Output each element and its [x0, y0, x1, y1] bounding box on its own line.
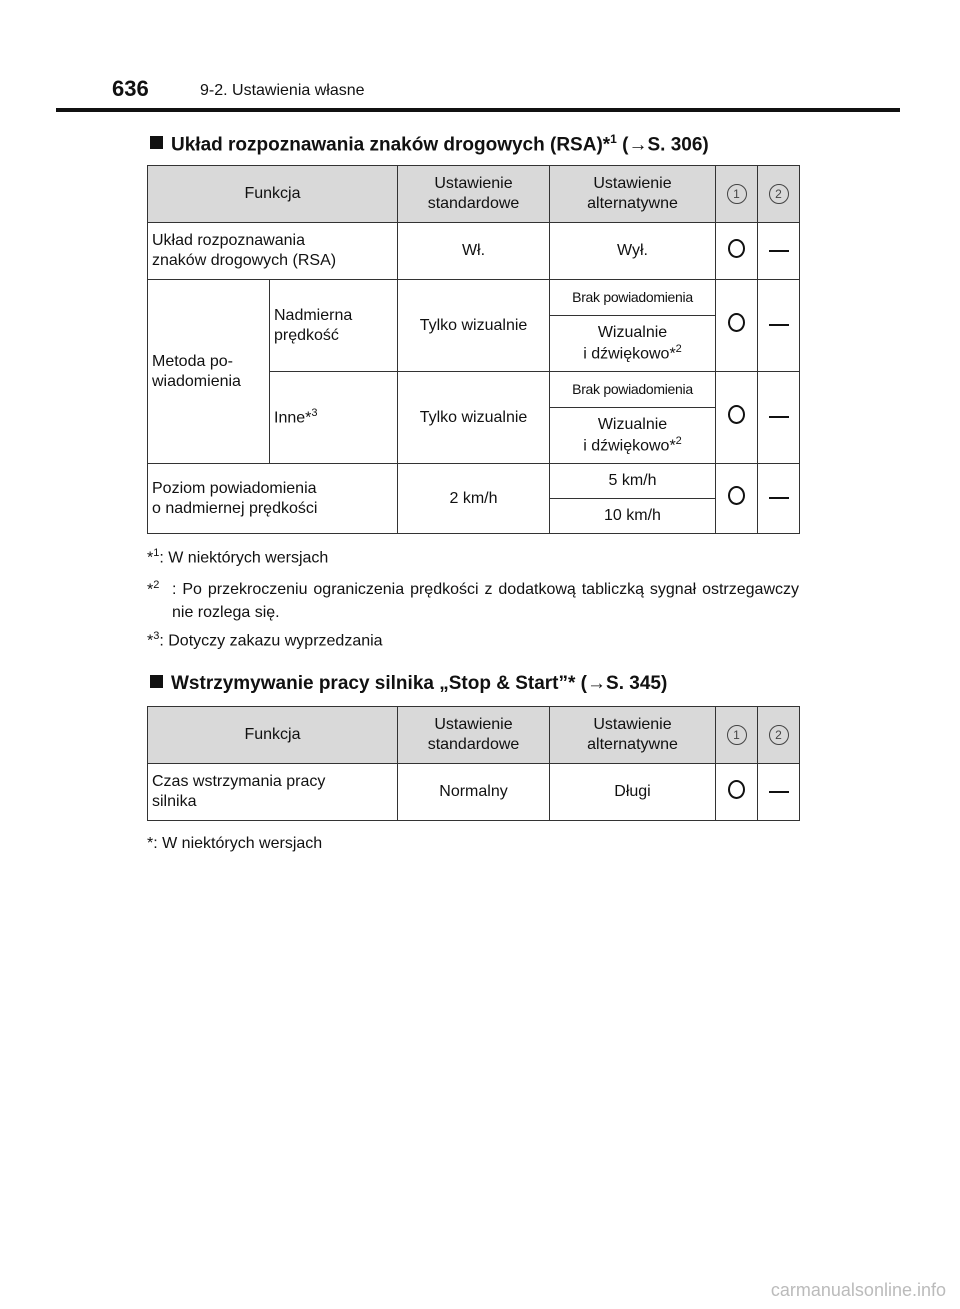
mark-dash-icon — [758, 372, 800, 464]
mark-circle-icon — [716, 764, 758, 821]
mark-circle-icon — [716, 280, 758, 372]
table-row — [148, 223, 800, 280]
circled-1-icon: 1 — [727, 725, 747, 745]
stop-alt: Długi — [550, 764, 716, 821]
rsa-alt: Wył. — [550, 223, 716, 280]
mark-circle-icon — [716, 464, 758, 534]
page-header — [0, 0, 960, 112]
level-alt-10: 10 km/h — [550, 499, 716, 534]
circled-1-icon: 1 — [727, 184, 747, 204]
header-default: Ustawienie standardowe — [398, 166, 550, 223]
header-function: Funkcja — [148, 166, 398, 223]
mark-dash-icon — [758, 464, 800, 534]
settings-table-rsa — [147, 165, 800, 534]
header-divider — [56, 108, 900, 112]
page-reference-link[interactable]: S. 306) — [647, 134, 709, 156]
row-label-level: Poziom powiadomienia o nadmiernej prędkości — [148, 464, 398, 534]
table-row — [148, 764, 800, 821]
footnote-3: *$^3$: Dotyczy zakazu wyprzedzania — [147, 630, 383, 650]
speed-alt-visual-audio: Wizualnie i dźwiękowo*$^2$ — [550, 316, 716, 372]
row-label-other: Inne*$^3$ — [270, 372, 398, 464]
header-col-2 — [758, 166, 800, 223]
table-row — [148, 280, 800, 316]
other-default: Tylko wizualnie — [398, 372, 550, 464]
row-label-speed: Nadmierna prędkość — [270, 280, 398, 372]
mark-dash-icon — [758, 223, 800, 280]
arrow-right-icon: → — [628, 134, 648, 156]
footnote-stop-start: *: W niektórych wersjach — [147, 835, 323, 852]
arrow-right-icon: → — [587, 673, 607, 694]
settings-table-stop-start — [147, 706, 800, 821]
footnote-2: *$^2$ : Po przekroczeniu ograniczenia prędkości z dodatkową tabliczką sygnał ostrzegawczy nie rozlega się. — [147, 579, 799, 622]
watermark-site: carmanualsonline.info — [770, 1280, 946, 1300]
square-bullet-icon — [150, 136, 163, 149]
section-title-stop-start: Wstrzymywanie pracy silnika „Stop & Start”* (→S. 345) — [150, 673, 667, 695]
row-label-stop: Czas wstrzymania pracy silnika — [148, 764, 398, 821]
mark-circle-icon — [716, 223, 758, 280]
header-col-1 — [716, 166, 758, 223]
circled-2-icon: 2 — [769, 725, 789, 745]
header-alternative: Ustawienie alternatywne — [550, 707, 716, 764]
rsa-default: Wł. — [398, 223, 550, 280]
table-header-row — [148, 166, 800, 223]
mark-dash-icon — [758, 280, 800, 372]
section-title-rsa: Układ rozpoznawania znaków drogowych (RSA)*$^1$ (→S. 306) — [150, 132, 709, 156]
other-alt-visual-audio: Wizualnie i dźwiękowo*$^2$ — [550, 408, 716, 464]
speed-default: Tylko wizualnie — [398, 280, 550, 372]
header-function: Funkcja — [148, 707, 398, 764]
header-col-1 — [716, 707, 758, 764]
table-header-row — [148, 707, 800, 764]
row-label-rsa: Układ rozpoznawania znaków drogowych (RSA) — [148, 223, 398, 280]
mark-circle-icon — [716, 372, 758, 464]
header-col-2 — [758, 707, 800, 764]
level-alt-5: 5 km/h — [550, 464, 716, 499]
header-default: Ustawienie standardowe — [398, 707, 550, 764]
level-default: 2 km/h — [398, 464, 550, 534]
stop-default: Normalny — [398, 764, 550, 821]
other-alt-none: Brak powiadomienia — [550, 372, 716, 408]
table-row — [148, 464, 800, 499]
row-label-method: Metoda po- wiadomienia — [148, 280, 270, 464]
speed-alt-none: Brak powiadomienia — [550, 280, 716, 316]
chapter-title: 9-2. Ustawienia własne — [200, 82, 365, 99]
header-alternative: Ustawienie alternatywne — [550, 166, 716, 223]
circled-2-icon: 2 — [769, 184, 789, 204]
page-reference-link[interactable]: S. 345) — [606, 673, 668, 694]
page-number: 636 — [112, 76, 149, 101]
square-bullet-icon — [150, 675, 163, 688]
footnote-1: *$^1$: W niektórych wersjach — [147, 547, 329, 567]
mark-dash-icon — [758, 764, 800, 821]
